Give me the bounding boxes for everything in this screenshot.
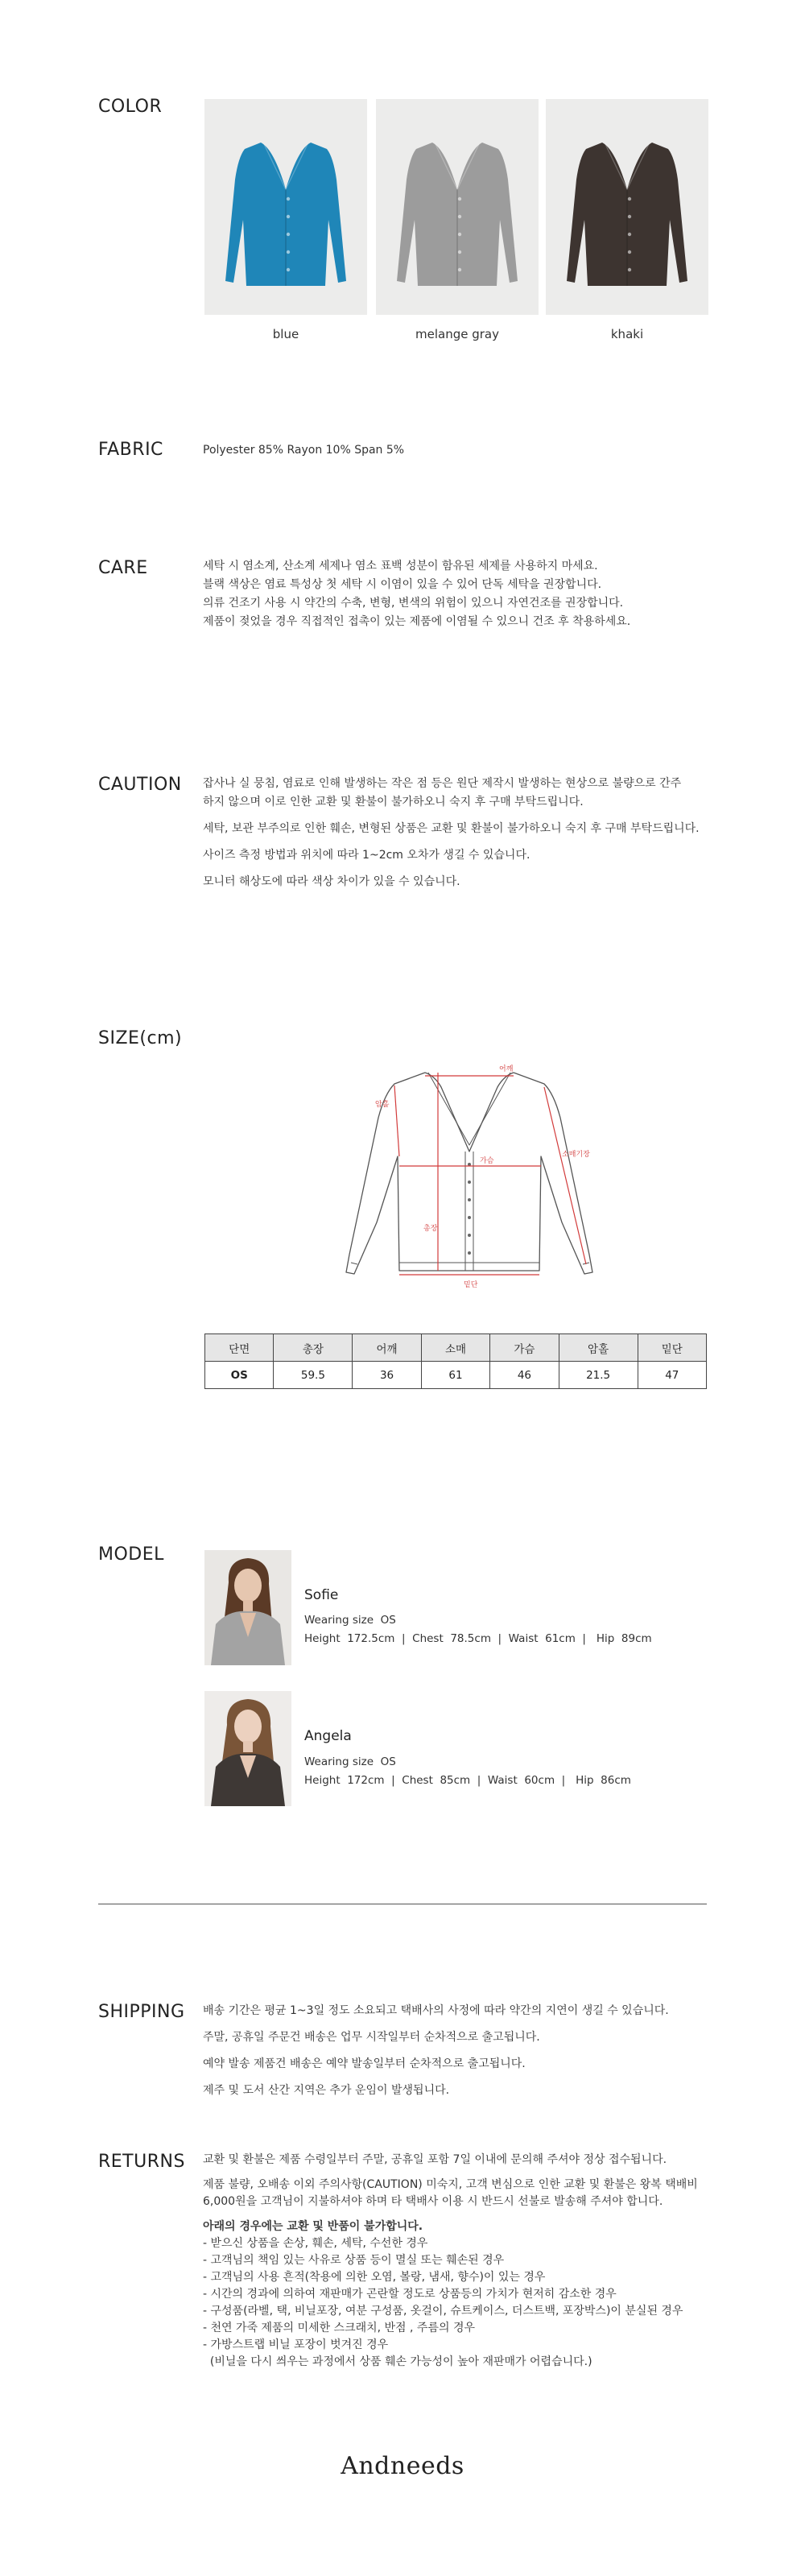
model-section-label: MODEL: [98, 1544, 164, 1565]
returns-policy-line: 제품 불량, 오배송 이외 주의사항(CAUTION) 미숙지, 고객 변심으로 인한 교환 및 환불은 왕복 택배비: [203, 2178, 698, 2191]
caution-section-label: CAUTION: [98, 775, 182, 795]
size-table-header-row: [205, 1334, 707, 1362]
care-line: 세탁 시 염소계, 산소계 세제나 염소 표백 성분이 함유된 세제를 사용하지 마세요.: [203, 560, 598, 573]
shipping-text: [203, 2002, 669, 2100]
size-cell: 47: [638, 1362, 706, 1389]
size-col-header: 단면: [205, 1334, 274, 1362]
care-line: 블랙 색상은 염료 특성상 첫 세탁 시 이염이 있을 수 있어 단독 세탁을 권장합니다.: [203, 578, 602, 591]
color-name: melange gray: [415, 327, 499, 341]
returns-item: - 가방스트랩 비닐 포장이 벗겨진 경우: [203, 2338, 389, 2351]
returns-section-label: RETURNS: [98, 2152, 185, 2172]
size-col-header: 밑단: [638, 1334, 706, 1362]
model-name: Sofie: [304, 1587, 339, 1603]
color-section-label: COLOR: [98, 97, 163, 117]
fabric-section-label: FABRIC: [98, 440, 163, 460]
size-cell: 21.5: [559, 1362, 638, 1389]
diagram-label-shoulder: 어깨: [499, 1065, 514, 1073]
size-section-label: SIZE(cm): [98, 1028, 183, 1048]
shipping-section-label: SHIPPING: [98, 2002, 185, 2022]
caution-line: 사이즈 측정 방법과 위치에 따라 1~2cm 오차가 생길 수 있습니다.: [203, 849, 530, 862]
caution-line: 잡사나 실 뭉침, 염료로 인해 발생하는 작은 점 등은 원단 제작시 발생하는 현상으로 불량으로 간주: [203, 777, 682, 790]
brand-logo: Andneeds: [341, 2452, 464, 2480]
returns-item: - 시간의 경과에 의하여 재판매가 곤란할 정도로 상품등의 가치가 현저히 감소한 경우: [203, 2288, 617, 2301]
shipping-line: 제주 및 도서 산간 지역은 추가 운임이 발생됩니다.: [203, 2084, 450, 2097]
returns-item: - 구성품(라벨, 택, 비닐포장, 여분 구성품, 옷걸이, 슈트케이스, 더스트백, 포장박스)이 분실된 경우: [203, 2305, 683, 2318]
size-table-row: [205, 1362, 707, 1389]
size-cell: OS: [205, 1362, 274, 1389]
diagram-label-sleeve: 소매기장: [562, 1151, 590, 1159]
caution-line: 세탁, 보관 부주의로 인한 훼손, 변형된 상품은 교환 및 환불이 불가하오니 숙지 후 구매 부탁드립니다.: [203, 822, 700, 835]
caution-line: 모니터 해상도에 따라 색상 차이가 있을 수 있습니다.: [203, 875, 460, 888]
returns-item: - 받으신 상품을 손상, 훼손, 세탁, 수선한 경우: [203, 2237, 428, 2250]
diagram-label-armhole: 암홀: [375, 1101, 390, 1109]
model-photo-sofie: [204, 1550, 291, 1665]
shipping-line: 배송 기간은 평균 1~3일 정도 소요되고 택배사의 사정에 따라 약간의 지연이 생길 수 있습니다.: [203, 2004, 669, 2017]
model-wearing-size: Wearing size OS: [304, 1614, 396, 1627]
size-col-header: 어깨: [353, 1334, 421, 1362]
care-text: [203, 557, 630, 631]
size-table: [204, 1333, 707, 1389]
returns-intro: 교환 및 환불은 제품 수령일부터 주말, 공휴일 포함 7일 이내에 문의해 주셔야 정상 접수됩니다.: [203, 2153, 667, 2166]
diagram-label-chest: 가슴: [480, 1157, 494, 1165]
color-swatch: [546, 99, 708, 315]
caution-line: 하지 않으며 이로 인한 교환 및 환불이 불가하오니 숙지 후 구매 부탁드립니다.: [203, 796, 584, 808]
returns-heading: 아래의 경우에는 교환 및 반품이 불가합니다.: [203, 2220, 423, 2233]
returns-policy-line: 6,000원을 고객님이 지불하셔야 하며 타 택배사 이용 시 반드시 선불로 발송해 주셔야 합니다.: [203, 2195, 663, 2208]
care-line: 의류 건조기 사용 시 약간의 수축, 변형, 변색의 위험이 있으니 자연건조를 권장합니다.: [203, 597, 624, 610]
shipping-line: 예약 발송 제품건 배송은 예약 발송일부터 순차적으로 출고됩니다.: [203, 2057, 526, 2070]
returns-item: - 고객님의 사용 흔적(착용에 의한 오염, 볼랑, 냄새, 향수)이 있는 경우: [203, 2271, 546, 2284]
size-cell: 46: [490, 1362, 559, 1389]
shipping-line: 주말, 공휴일 주문건 배송은 업무 시작일부터 순차적으로 출고됩니다.: [203, 2031, 540, 2044]
color-name: blue: [272, 327, 299, 341]
model-name: Angela: [304, 1728, 352, 1744]
diagram-label-length: 총장: [423, 1225, 438, 1233]
model-measurements: Height 172cm | Chest 85cm | Waist 60cm | Hip 86cm: [304, 1774, 631, 1787]
size-diagram: [338, 1061, 596, 1319]
model-photo-angela: [204, 1691, 291, 1806]
size-cell: 59.5: [274, 1362, 353, 1389]
size-cell: 36: [353, 1362, 421, 1389]
care-section-label: CARE: [98, 558, 148, 578]
size-col-header: 암홀: [559, 1334, 638, 1362]
size-col-header: 소매: [421, 1334, 489, 1362]
color-name: khaki: [610, 327, 644, 341]
returns-item: - 천연 가죽 제품의 미세한 스크래치, 반점 , 주름의 경우: [203, 2322, 476, 2334]
returns-text: [203, 2152, 698, 2371]
care-line: 제품이 젖었을 경우 직접적인 접촉이 있는 제품에 이염될 수 있으니 건조 후 착용하세요.: [203, 615, 631, 628]
returns-list: [203, 2235, 698, 2371]
fabric-composition: Polyester 85% Rayon 10% Span 5%: [203, 444, 405, 457]
diagram-label-hem: 밑단: [464, 1281, 478, 1289]
returns-item: - 고객님의 책임 있는 사유로 상품 등이 멸실 또는 훼손된 경우: [203, 2254, 505, 2267]
size-col-header: 총장: [274, 1334, 353, 1362]
size-col-header: 가슴: [490, 1334, 559, 1362]
color-swatch: [204, 99, 367, 315]
model-measurements: Height 172.5cm | Chest 78.5cm | Waist 61cm | Hip 89cm: [304, 1632, 652, 1645]
color-swatch: [376, 99, 539, 315]
caution-text: [203, 775, 718, 891]
size-cell: 61: [421, 1362, 489, 1389]
model-wearing-size: Wearing size OS: [304, 1755, 396, 1768]
returns-item: (비닐을 다시 씌우는 과정에서 상품 훼손 가능성이 높아 재판매가 어렵습니다.): [203, 2355, 592, 2368]
